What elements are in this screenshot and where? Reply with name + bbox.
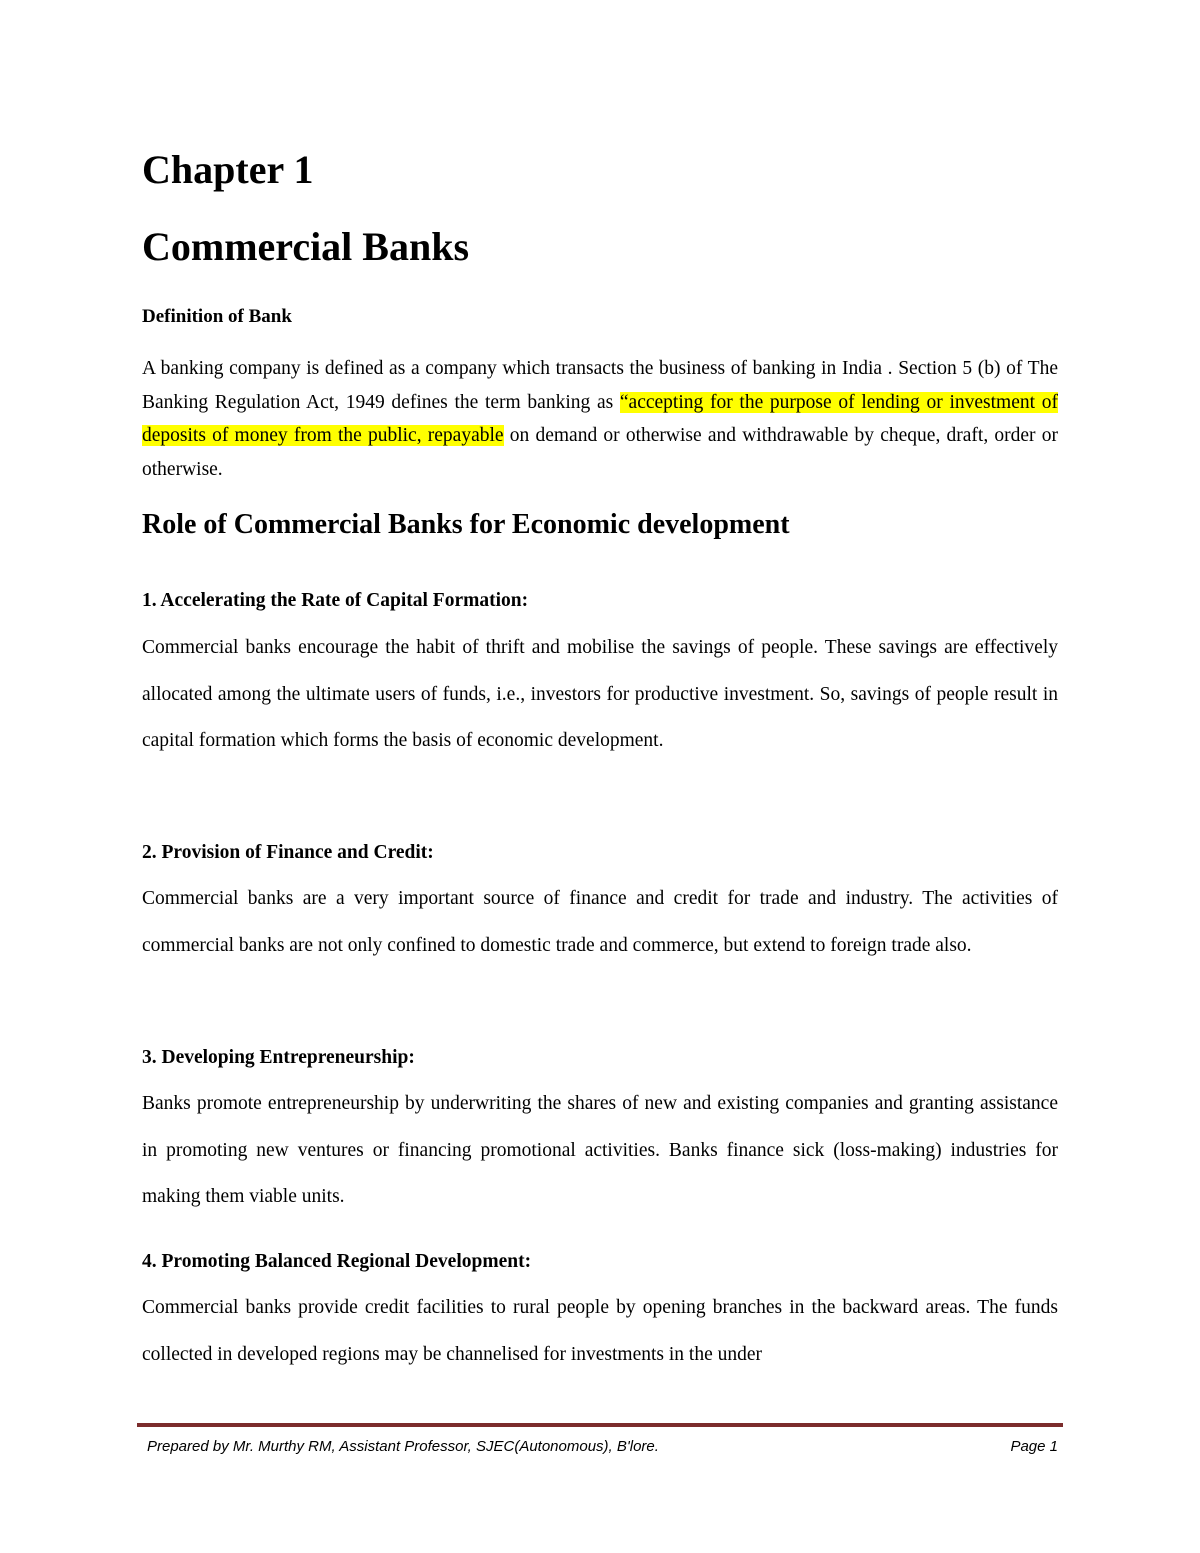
definition-highlighted-quote: “accepting for the purpose of lending or investment of deposits of money from the public, repayable [142, 391, 1058, 446]
definition-heading: Definition of Bank [142, 306, 292, 327]
point-body-3: Banks promote entrepreneurship by underwriting the shares of new and existing companies and granting assistance in promoting new ventures or financing promotional activities. Banks finance sick (loss-making) industries for making them viable units. [142, 1093, 1058, 1207]
definition-paragraph [142, 352, 1058, 486]
point-body-1: Commercial banks encourage the habit of thrift and mobilise the savings of people. These savings are effectively allocated among the ultimate users of funds, i.e., investors for productive investment. So, savings of people result in capital formation which forms the basis of economic development. [142, 637, 1058, 751]
definition-text-before: A banking company is defined as a company which transacts the business of banking in India . Section 5 (b) of The Banking Regulation Act, 1949 defines the term banking as [142, 358, 1058, 413]
page-title: Commercial Banks [142, 224, 470, 269]
point-body-2: Commercial banks are a very important source of finance and credit for trade and industry. The activities of commercial banks are not only confined to domestic trade and commerce, but extend to foreign trade also. [142, 888, 1058, 956]
page-number: Page 1 [1010, 1438, 1058, 1455]
definition-text-after: on demand or otherwise and withdrawable by cheque, draft, order or otherwise. [142, 425, 1058, 480]
point-heading-1: 1. Accelerating the Rate of Capital Formation: [142, 590, 529, 611]
point-heading-3: 3. Developing Entrepreneurship: [142, 1047, 415, 1068]
section-heading: Role of Commercial Banks for Economic development [142, 509, 790, 540]
point-heading-4: 4. Promoting Balanced Regional Development: [142, 1251, 532, 1272]
point-heading-2: 2. Provision of Finance and Credit: [142, 842, 434, 863]
footer-divider [137, 1423, 1063, 1427]
footer-author: Prepared by Mr. Murthy RM, Assistant Professor, SJEC(Autonomous), B'lore. [147, 1438, 659, 1455]
chapter-number: Chapter 1 [142, 147, 314, 192]
point-body-4: Commercial banks provide credit facilities to rural people by opening branches in the backward areas. The funds collected in developed regions may be channelised for investments in the under [142, 1297, 1058, 1365]
